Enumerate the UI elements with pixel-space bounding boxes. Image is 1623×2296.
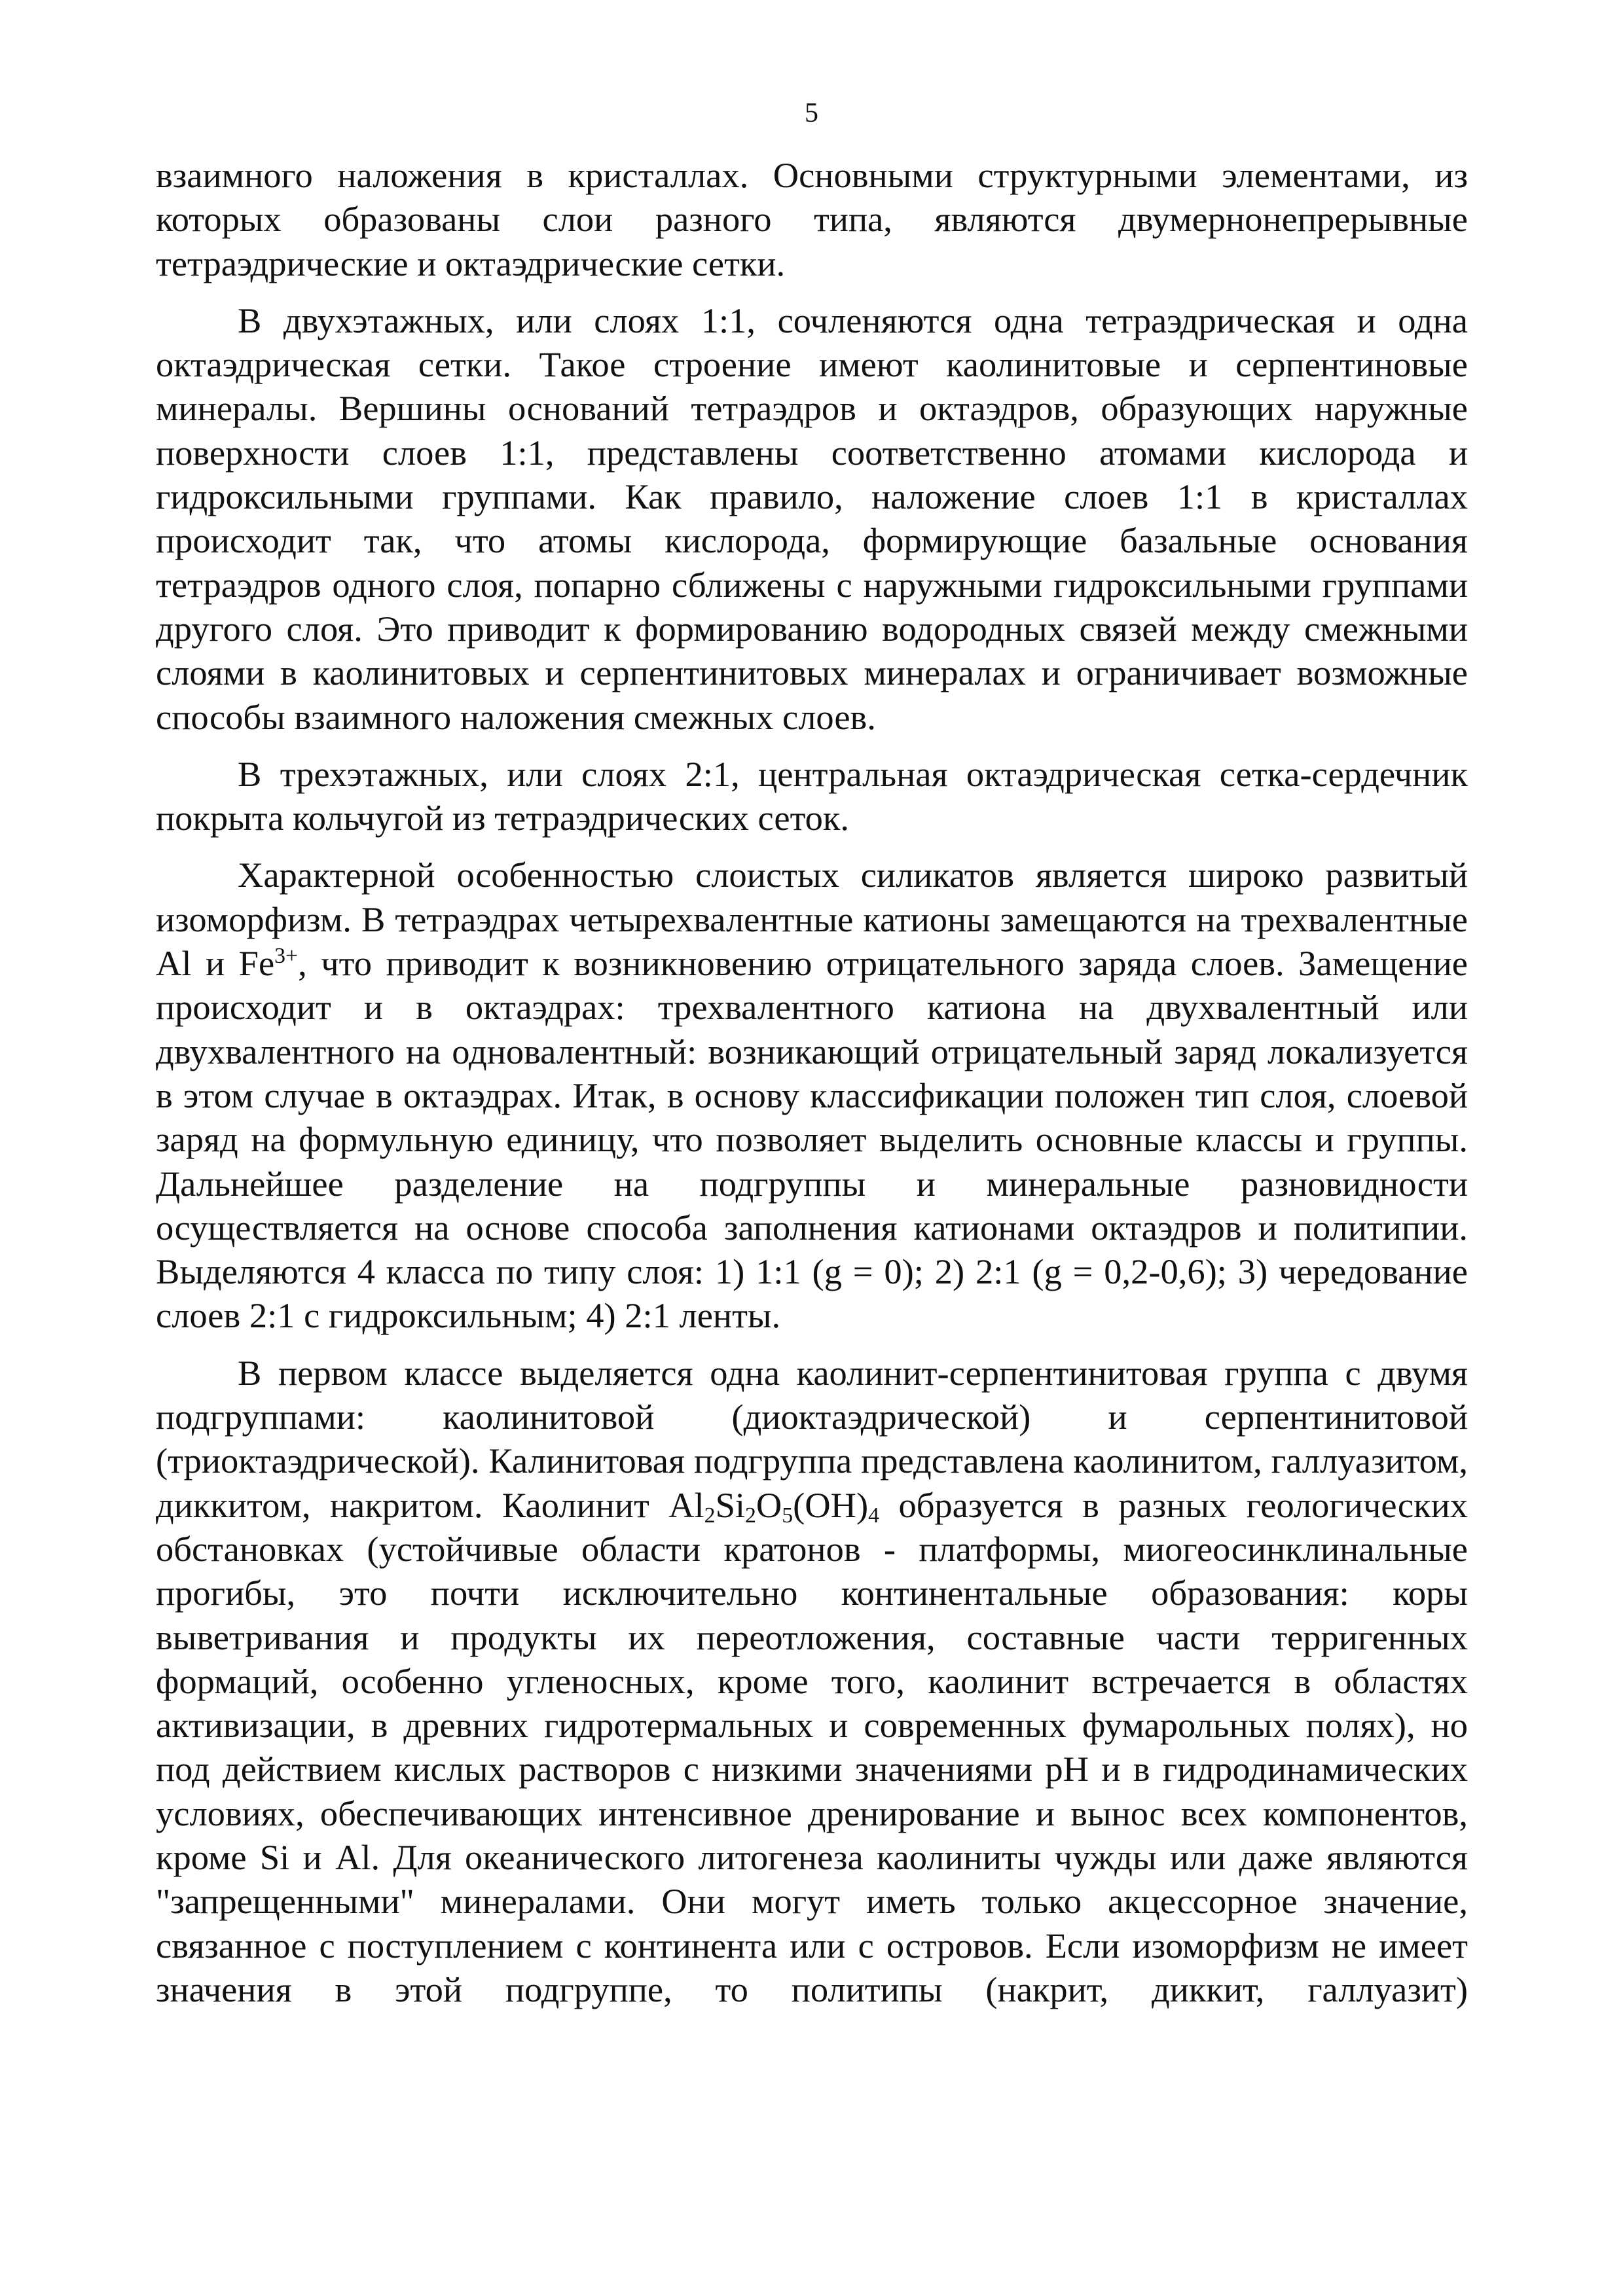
subscript-oh: 4: [868, 1503, 880, 1528]
subscript-o: 5: [782, 1503, 793, 1528]
superscript-charge: 3+: [274, 944, 299, 969]
paragraph-1: взаимного наложения в кристаллах. Основными структурными элементами, из которых образованы слои разного типа, являются двумернонепрерывные тетраэдрические и октаэдрические сетки.: [156, 155, 1468, 283]
paragraph-5: [156, 1351, 1468, 2011]
paragraph-2: В двухэтажных, или слоях 1:1, сочленяются одна тетраэдрическая и одна октаэдрическая сетки. Такое строение имеют каолинитовые и серпентиновые минералы. Вершины оснований тетраэдров и октаэдров, образующих наружные поверхности слоев 1:1, представлены соответственно атомами кислорода и гидроксильными группами. Как правило, наложение слоев 1:1 в кристаллах происходит так, что атомы кислорода, формирующие базальные основания тетраэдров одного слоя, попарно сближены с наружными гидроксильными группами другого слоя. Это приводит к формированию водородных связей между смежными слоями в каолинитовых и серпентинитовых минералах и ограничивает возможные способы взаимного наложения смежных слоев.: [156, 300, 1468, 737]
paragraph-5-text-b: образуется в разных геологических обстановках (устойчивые области кратонов - платформы, миогеосинклинальные прогибы, это почти исключительно континентальные образования: коры выветривания и продукты их переотложения, составные части терригенных формаций, особенно угленосных, кроме того, каолинит встречается в областях активизации, в древних гидротермальных и современных фумарольных полях), но под действием кислых растворов с низкими значениями pH и в гидродинамических условиях, обеспечивающих интенсивное дренирование и вынос всех компонентов, кроме Si и Al. Для океанического литогенеза каолиниты чужды или даже являются "запрещенными" минералами. Они могут иметь только акцессорное значение, связанное с поступлением с континента или с островов. Если изоморфизм не имеет значения в этой подгруппе, то политипы (накрит, диккит, галлуазит): [156, 1484, 1468, 2009]
subscript-al: 2: [704, 1503, 716, 1528]
paragraph-4-text-b: , что приводит к возникновению отрицательного заряда слоев. Замещение происходит и в октаэдрах: трехвалентного катиона на двухвалентный или двухвалентного на одновалентный: возникающий отрицательный заряд локализуется в этом случае в октаэдрах. Итак, в основу классификации положен тип слоя, слоевой заряд на формульную единицу, что позволяет выделить основные классы и группы. Дальнейшее разделение на подгруппы и минеральные разновидности осуществляется на основе способа заполнения катионами октаэдров и политипии. Выделяются 4 класса по типу слоя: 1) 1:1 (g = 0); 2) 2:1 (g = 0,2-0,6); 3) чередование слоев 2:1 с гидроксильным; 4) 2:1 ленты.: [156, 943, 1468, 1336]
page-number: 5: [805, 98, 818, 128]
formula-si: Si: [715, 1484, 746, 1525]
paragraph-3: В трехэтажных, или слоях 2:1, центральная октаэдрическая сетка-сердечник покрыта кольчугой из тетраэдрических сеток.: [156, 753, 1468, 838]
paragraph-4: [156, 853, 1468, 1337]
paragraph-5-text-a: В первом классе выделяется одна каолинит-серпентинитовая группа с двумя подгруппами: каолинитовой (диоктаэдрической) и серпентинитовой (триоктаэдрической). Калинитовая подгруппа представлена каолинитом, галлуазитом, диккитом, накритом. Каолинит Al: [156, 1352, 1468, 1525]
formula-oh: (OH): [793, 1484, 869, 1525]
page-body: [156, 153, 1468, 2024]
formula-o: O: [756, 1484, 782, 1525]
subscript-si: 2: [745, 1503, 756, 1528]
paragraph-4-text-a: Характерной особенностью слоистых силикатов является широко развитый изоморфизм. В тетраэдрах четырехвалентные катионы замещаются на трехвалентные Al и Fe: [156, 855, 1468, 984]
